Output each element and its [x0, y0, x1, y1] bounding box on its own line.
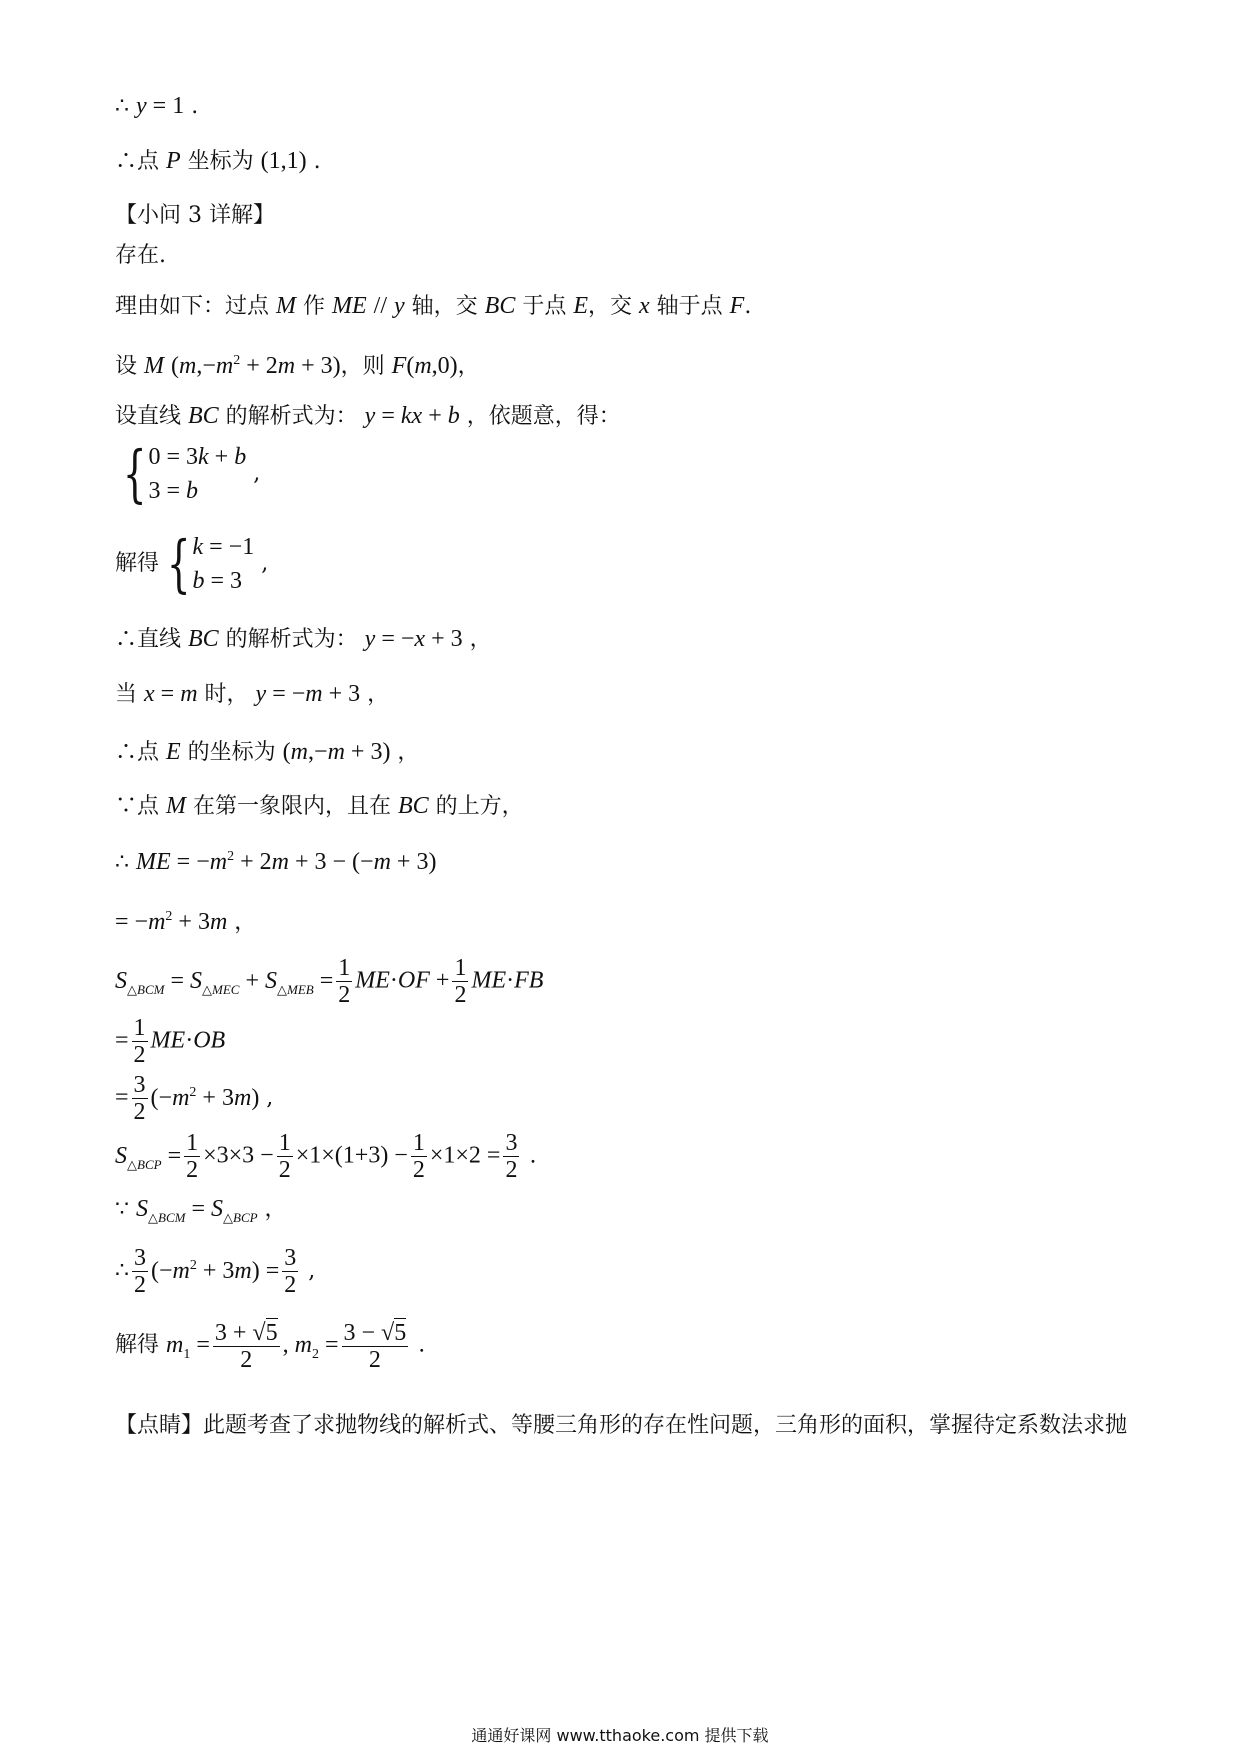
- when-x-equals-m: 当 x = m 时， y = −m + 3 ，: [115, 681, 390, 707]
- me-expression: ∴ ME = $-m^2 + 2m + 3 - (-m + 3)$: [115, 849, 437, 875]
- set-line-bc: 设直线 BC 的解析式为： y = kx + b ，依题意，得：: [115, 403, 621, 429]
- area-bcp: $S_{\triangle BCP}$ = $\frac{1}{2}$ ×3×3 − $\frac{1}{2}$ ×1×(1+3) − $\frac{1}{2}$ ×1×2 = $\frac{3}{2}$ .: [115, 1130, 537, 1183]
- equation-system-solution: 解得 { k = −1 b = 3 ,: [115, 527, 269, 600]
- solution-m: 解得 $m_1$ = $\frac{3 + √5}{2}$ , $m_2$ = $\frac{3 - √5}{2}$ .: [115, 1320, 426, 1373]
- equation-system-1: { 0 = 3k + b 3 = b ,: [122, 437, 261, 510]
- area-bcm-decomposition: $S_{\triangle BCM} = S_{\triangle MEC} + S_{\triangle MEB}$ = $\frac{1}{2}$ ME·OF + $\frac{1}{2}$ ME·FB: [115, 955, 544, 1008]
- comment-paragraph: 【点睛】此题考查了求抛物线的解析式、等腰三角形的存在性问题，三角形的面积，掌握待定系数法求抛: [115, 1413, 1128, 1438]
- line-bc-expression: ∴直线 BC 的解析式为： y = −x + 3 ，: [115, 626, 492, 652]
- reason-line: 理由如下：过点 M 作 ME // y 轴，交 BC 于点 E，交 x 轴于点 F.: [115, 293, 752, 319]
- point-m-condition: ∵点 M 在第一象限内，且在 BC 的上方，: [115, 793, 524, 819]
- me-simplified: = $-m^2 + 3m$ ，: [115, 909, 257, 935]
- area-bcm-step3: = $\frac{3}{2}$ $(-m^2 + 3m)$ ,: [115, 1072, 274, 1125]
- area-equality: ∵ $S_{\triangle BCM} = S_{\triangle BCP}$ ，: [115, 1196, 287, 1225]
- section-heading-q3: 【小问 3 详解】: [115, 203, 275, 228]
- area-equation: ∴ $\frac{3}{2}$ $(-m^2 + 3m)$ = $\frac{3}{2}$ ,: [115, 1245, 316, 1298]
- answer-exists: 存在.: [115, 243, 166, 268]
- line-y-equals-1: ∴ y = 1 .: [115, 93, 199, 119]
- line-point-p-coords: ∴点 P 坐标为 (1,1) .: [115, 148, 321, 174]
- set-point-m: 设 M $(m,-m^2 + 2m + 3)$，则 F(m,0)，: [115, 353, 480, 379]
- footer-download-note: 通通好课网 www.tthaoke.com 提供下载: [471, 1726, 769, 1745]
- point-e-coords: ∴点 E 的坐标为 (m,−m + 3) ，: [115, 739, 420, 765]
- area-bcm-step2: = $\frac{1}{2}$ ME·OB: [115, 1015, 226, 1068]
